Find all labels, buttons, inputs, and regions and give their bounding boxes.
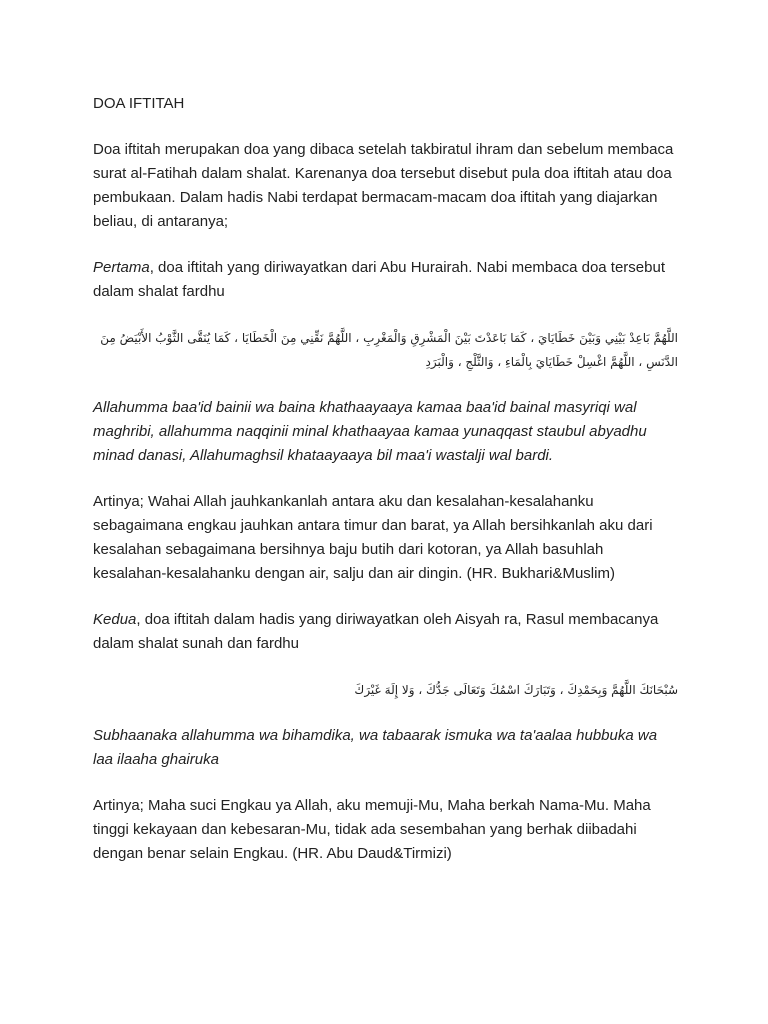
second-label: Kedua xyxy=(93,611,137,628)
intro-paragraph: Doa iftitah merupakan doa yang dibaca setelah takbiratul ihram dan sebelum membaca surat al-Fatihah dalam shalat. Karenanya doa tersebut disebut pula doa iftitah atau doa pembukaan. Dalam hadis Nabi terdapat bermacam-macam doa iftitah yang diajarkan beliau, di antaranya; xyxy=(93,141,674,230)
first-text: , doa iftitah yang diriwayatkan dari Abu Hurairah. Nabi membaca doa tersebut dalam shalat fardhu xyxy=(93,259,665,300)
document-page xyxy=(93,92,678,888)
second-meaning: Artinya; Maha suci Engkau ya Allah, aku memuji-Mu, Maha berkah Nama-Mu. Maha tinggi kekayaan dan kebesaran-Mu, tidak ada sesembahan yang berhak diibadahi dengan benar selain Engkau. (HR. Abu Daud&Tirmizi) xyxy=(93,797,651,862)
second-transliteration: Subhaanaka allahumma wa bihamdika, wa tabaarak ismuka wa ta'aalaa hubbuka wa laa ilaaha ghairuka xyxy=(93,727,658,768)
first-label: Pertama xyxy=(93,259,150,276)
document-title: DOA IFTITAH xyxy=(93,95,185,112)
first-arabic-text: اللَّهُمَّ بَاعِدْ بَيْنِي وَبَيْنَ خَطَايَايَ ، كَمَا بَاعَدْتَ بَيْنَ الْمَشْرِقِ وَالْمَغْرِبِ ، اللَّهُمَّ نَقِّنِي مِنَ الْخَطَايَا ، كَمَا يُنَقَّى الثَّوْبُ الأَبْيَضُ مِنَ الدَّنَسِ ، اللَّهُمَّ اغْسِلْ خَطَايَايَ بِالْمَاءِ ، وَالثَّلْجِ ، وَالْبَرَدِ xyxy=(100,331,678,369)
second-text: , doa iftitah dalam hadis yang diriwayatkan oleh Aisyah ra, Rasul membacanya dalam shalat sunah dan fardhu xyxy=(93,611,659,652)
first-meaning: Artinya; Wahai Allah jauhkankanlah antara aku dan kesalahan-kesalahanku sebagaimana engkau jauhkan antara timur dan barat, ya Allah bersihkanlah aku dari kesalahan sebagaimana bersihnya baju butih dari kotoran, ya Allah basuhlah kesalahan-kesalahanku dengan air, salju dan air dingin. (HR. Bukhari&Muslim) xyxy=(93,493,653,582)
first-doa-intro xyxy=(93,256,678,304)
first-transliteration: Allahumma baa'id bainii wa baina khathaayaaya kamaa baa'id bainal masyriqi wal maghribi, allahumma naqqinii minal khathaayaa kamaa yunaqqast staubul abyadhu minad danasi, Allahumaghsil khataayaaya bil maa'i wastalji wal bardi. xyxy=(93,399,647,464)
second-arabic-text: سُبْحَانَكَ اللَّهُمَّ وَبِحَمْدِكَ ، وَتَبَارَكَ اسْمُكَ وَتَعَالَى جَدُّكَ ، وَلا إِلَهَ غَيْرَكَ xyxy=(354,683,678,697)
second-doa-intro xyxy=(93,608,678,656)
